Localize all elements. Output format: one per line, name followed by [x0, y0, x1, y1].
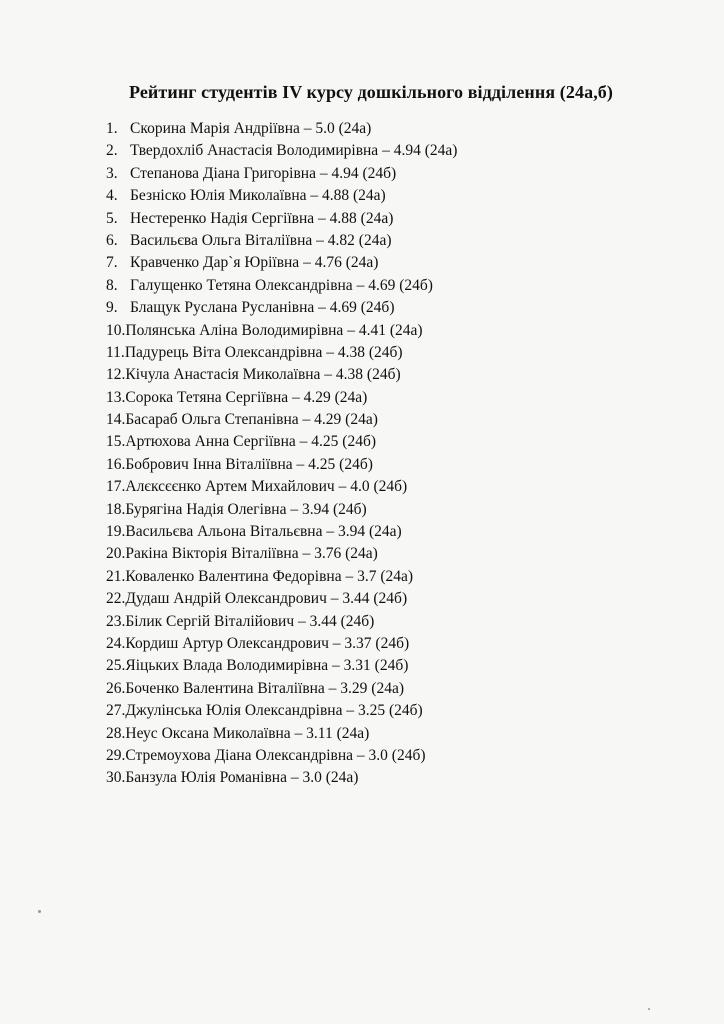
item-text: Стремоухова Діана Олександрівна – 3.0 (24б) — [125, 746, 426, 764]
item-number: 8. — [106, 276, 118, 294]
list-item — [106, 252, 457, 274]
scan-speck — [648, 1008, 650, 1010]
list-item — [106, 767, 457, 789]
item-number: 11. — [106, 343, 125, 361]
item-number: 26. — [106, 679, 126, 697]
item-number: 18. — [106, 500, 126, 518]
item-text: Галущенко Тетяна Олександрівна – 4.69 (24б) — [130, 276, 433, 294]
item-number: 24. — [106, 634, 126, 652]
item-number: 6. — [106, 231, 118, 249]
item-number: 16. — [106, 455, 126, 473]
list-item — [106, 208, 457, 230]
list-item — [106, 700, 457, 722]
item-number: 19. — [106, 523, 126, 541]
list-item — [106, 454, 457, 476]
item-number: 9. — [106, 299, 118, 317]
list-item — [106, 499, 457, 521]
item-number: 21. — [106, 567, 126, 585]
item-number: 13. — [106, 388, 126, 406]
item-text: Ракіна Вікторія Віталіївна – 3.76 (24а) — [125, 545, 378, 563]
item-number: 7. — [106, 254, 118, 272]
item-text: Васильєва Ольга Віталіївна – 4.82 (24а) — [130, 231, 392, 249]
item-text: Скорина Марія Андріївна – 5.0 (24а) — [130, 120, 372, 137]
item-text: Дудаш Андрій Олександрович – 3.44 (24б) — [125, 590, 408, 608]
item-number: 12. — [106, 366, 126, 384]
list-item — [106, 387, 457, 409]
item-text: Степанова Діана Григорівна – 4.94 (24б) — [130, 164, 397, 182]
item-text: Артюхова Анна Сергіївна – 4.25 (24б) — [125, 433, 377, 451]
item-number: 15. — [106, 433, 126, 451]
item-text: Блащук Руслана Русланівна – 4.69 (24б) — [130, 299, 395, 317]
item-text: Васильєва Альона Вітальєвна – 3.94 (24а) — [125, 523, 402, 541]
list-item — [106, 566, 457, 588]
student-rating-list — [106, 118, 457, 790]
item-text: Падурець Віта Олександрівна – 4.38 (24б) — [124, 343, 403, 361]
item-text: Безніско Юлія Миколаївна – 4.88 (24а) — [130, 187, 386, 205]
list-item — [106, 140, 457, 162]
item-text: Нестеренко Надія Сергіївна – 4.88 (24а) — [130, 209, 394, 227]
item-text: Кравченко Дар`я Юріївна – 4.76 (24а) — [130, 254, 379, 272]
scan-speck — [38, 910, 41, 913]
list-item — [106, 633, 457, 655]
item-text: Коваленко Валентина Федорівна – 3.7 (24а) — [125, 567, 414, 585]
item-text: Полянська Аліна Володимирівна – 4.41 (24а) — [125, 321, 423, 339]
item-text: Кордиш Артур Олександрович – 3.37 (24б) — [125, 634, 410, 652]
list-item — [106, 431, 457, 453]
item-text: Алєксєєнко Артем Михайлович – 4.0 (24б) — [125, 478, 408, 496]
list-item — [106, 588, 457, 610]
list-item — [106, 320, 457, 342]
item-number: 30. — [106, 769, 126, 787]
item-text: Бурягіна Надія Олегівна – 3.94 (24б) — [125, 500, 367, 518]
item-number: 28. — [106, 724, 126, 742]
list-item — [106, 611, 457, 633]
item-number: 29. — [106, 746, 126, 764]
list-item — [106, 342, 457, 364]
item-text: Яіцьких Влада Володимирівна – 3.31 (24б) — [125, 657, 409, 675]
page-title: Рейтинг студентів IV курсу дошкільного відділення (24а,б) — [128, 82, 613, 102]
list-item — [106, 275, 457, 297]
item-text: Кічула Анастасія Миколаївна – 4.38 (24б) — [125, 366, 401, 384]
list-item — [106, 118, 457, 140]
item-number: 25. — [106, 657, 126, 675]
item-text: Неус Оксана Миколаївна – 3.11 (24а) — [125, 724, 370, 742]
item-text: Боченко Валентина Віталіївна – 3.29 (24а) — [125, 679, 405, 697]
item-text: Білик Сергій Віталійович – 3.44 (24б) — [125, 612, 375, 630]
item-number: 10. — [106, 321, 126, 339]
list-item — [106, 543, 457, 565]
list-item — [106, 723, 457, 745]
list-item — [106, 521, 457, 543]
list-item — [106, 364, 457, 386]
item-text: Сорока Тетяна Сергіївна – 4.29 (24а) — [125, 388, 368, 406]
list-item — [106, 409, 457, 431]
item-number: 20. — [106, 545, 126, 563]
list-item — [106, 476, 457, 498]
item-number: 2. — [106, 142, 118, 160]
item-number: 17. — [106, 478, 126, 496]
item-text: Басараб Ольга Степанівна – 4.29 (24а) — [125, 411, 378, 429]
list-item — [106, 678, 457, 700]
item-number: 3. — [106, 164, 118, 182]
item-text: Бобрович Інна Віталіївна – 4.25 (24б) — [125, 455, 373, 473]
list-item — [106, 163, 457, 185]
list-item — [106, 745, 457, 767]
list-item — [106, 185, 457, 207]
item-text: Твердохліб Анастасія Володимирівна – 4.94 (24а) — [130, 142, 458, 160]
list-item — [106, 230, 457, 252]
list-item — [106, 297, 457, 319]
item-number: 5. — [106, 209, 118, 227]
item-number: 14. — [106, 411, 126, 429]
item-number: 23. — [106, 612, 126, 630]
item-text: Банзула Юлія Романівна – 3.0 (24а) — [125, 769, 359, 787]
item-number: 27. — [106, 702, 126, 720]
item-number: 1. — [106, 120, 118, 137]
list-item — [106, 655, 457, 677]
item-number: 4. — [106, 187, 118, 205]
item-number: 22. — [106, 590, 126, 608]
item-text: Джулінська Юлія Олександрівна – 3.25 (24б) — [125, 702, 423, 720]
